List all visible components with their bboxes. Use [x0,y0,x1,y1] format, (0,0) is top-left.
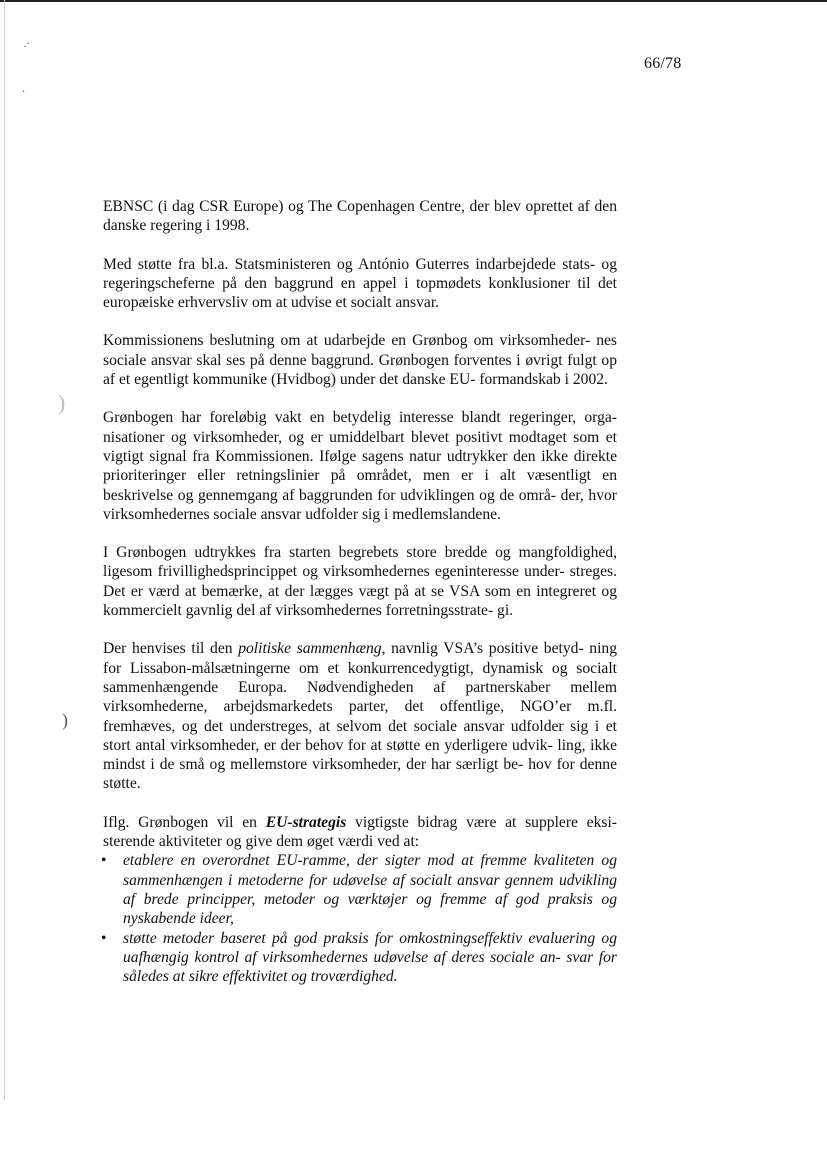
paragraph-text: , navnlig VSA’s positive betyd- ning for Lissabon-målsætningerne om et konkurrencedygtigt, dynamisk og socialt sammenhængende Europa. Nødvendigheden af partnerskaber mellem virksomhederne, arbejdsmarkedets parter, det offentlige, NGO’er m.fl. fremhæves, og det understreges, at selvom det sociale ansvar udfolder sig i et stort antal virksomheder, er der behov for at støtte en yderligere udvik- ling, ikke mindst i de små og mellemstore virksomheder, der har særligt be- hov for denne støtte. [103,640,618,793]
page-number: 66/78 [644,55,682,72]
paragraph [103,813,617,852]
scan-left-edge [4,0,5,1100]
paragraph: EBNSC (i dag CSR Europe) og The Copenhagen Centre, der blev oprettet af den danske regering i 1998. [103,198,617,235]
list-item-text: etablere en overordnet EU-ramme, der sigter mod at fremme kvaliteten og sammenhængen i metoderne for udøvelse af socialt ansvar gennem udvikling af brede principper, metoder og værktøjer og fremme af god praksis og nyskabende ideer, [123,852,617,928]
paragraph-text: vigtigste bidrag være at supplere eksi- sterende aktiviteter og give dem øget værdi ved at: [103,813,617,851]
list-item [103,929,617,987]
scan-margin-mark: ) [62,710,68,730]
paragraph: I Grønbogen udtrykkes fra starten begrebets store bredde og mangfoldighed, ligesom frivillighedsprincippet og virksomhedernes egeninteresse under- streges. Det er værd at bemærke, at der lægges vægt på at se VSA som en integreret og kommercielt gavnlig del af virksomhedernes forretningsstrate- gi. [103,544,617,620]
scan-speck: .· [24,39,30,50]
emphasis-text: politiske sammenhæng [238,640,382,658]
paragraph: Grønbogen har foreløbig vakt en betydelig interesse blandt regeringer, orga- nisationer og virksomheder, og er umiddelbart blevet positivt modtaget som et vigtigt signal fra Kommissionen. Ifølge sagens natur udtrykker den ikke direkte prioriteringer eller retningslinier på området, men er i alt væsentligt en beskrivelse og gennemgang af baggrunden for udviklingen og de områ- der, hvor virksomhedernes sociale ansvar udfolder sig i medlemslandene. [103,409,617,523]
paragraph-text: Der henvises til den [103,640,239,658]
scan-speck: · [22,87,26,98]
paragraph: Med støtte fra bl.a. Statsministeren og António Guterres indarbejdede stats- og regeringscheferne på den baggrund en appel i topmødets konklusioner til det europæiske erhvervsliv om at udvise et socialt ansvar. [103,255,617,312]
paragraph-text: Iflg. Grønbogen vil en [103,813,266,831]
bullet-icon: • [101,929,107,947]
emphasis-text: EU-strategis [265,813,347,831]
paragraph [103,639,617,793]
bullet-icon: • [101,852,107,870]
body-text [103,197,617,986]
scan-top-edge [0,0,827,2]
scan-margin-mark: ) [58,390,66,415]
bullet-list [103,851,617,986]
list-item [103,851,617,928]
list-item-text: støtte metoder baseret på god praksis for omkostningseffektiv evaluering og uafhængig kontrol af virksomhedernes udøvelse af deres sociale an- svar for således at sikre effektivitet og troværdighed. [123,929,617,986]
paragraph: Kommissionens beslutning om at udarbejde en Grønbog om virksomheder- nes sociale ansvar skal ses på denne baggrund. Grønbogen forventes i øvrigt fulgt op af et egentligt kommunike (Hvidbog) under det danske EU- formandskab i 2002. [103,332,617,389]
